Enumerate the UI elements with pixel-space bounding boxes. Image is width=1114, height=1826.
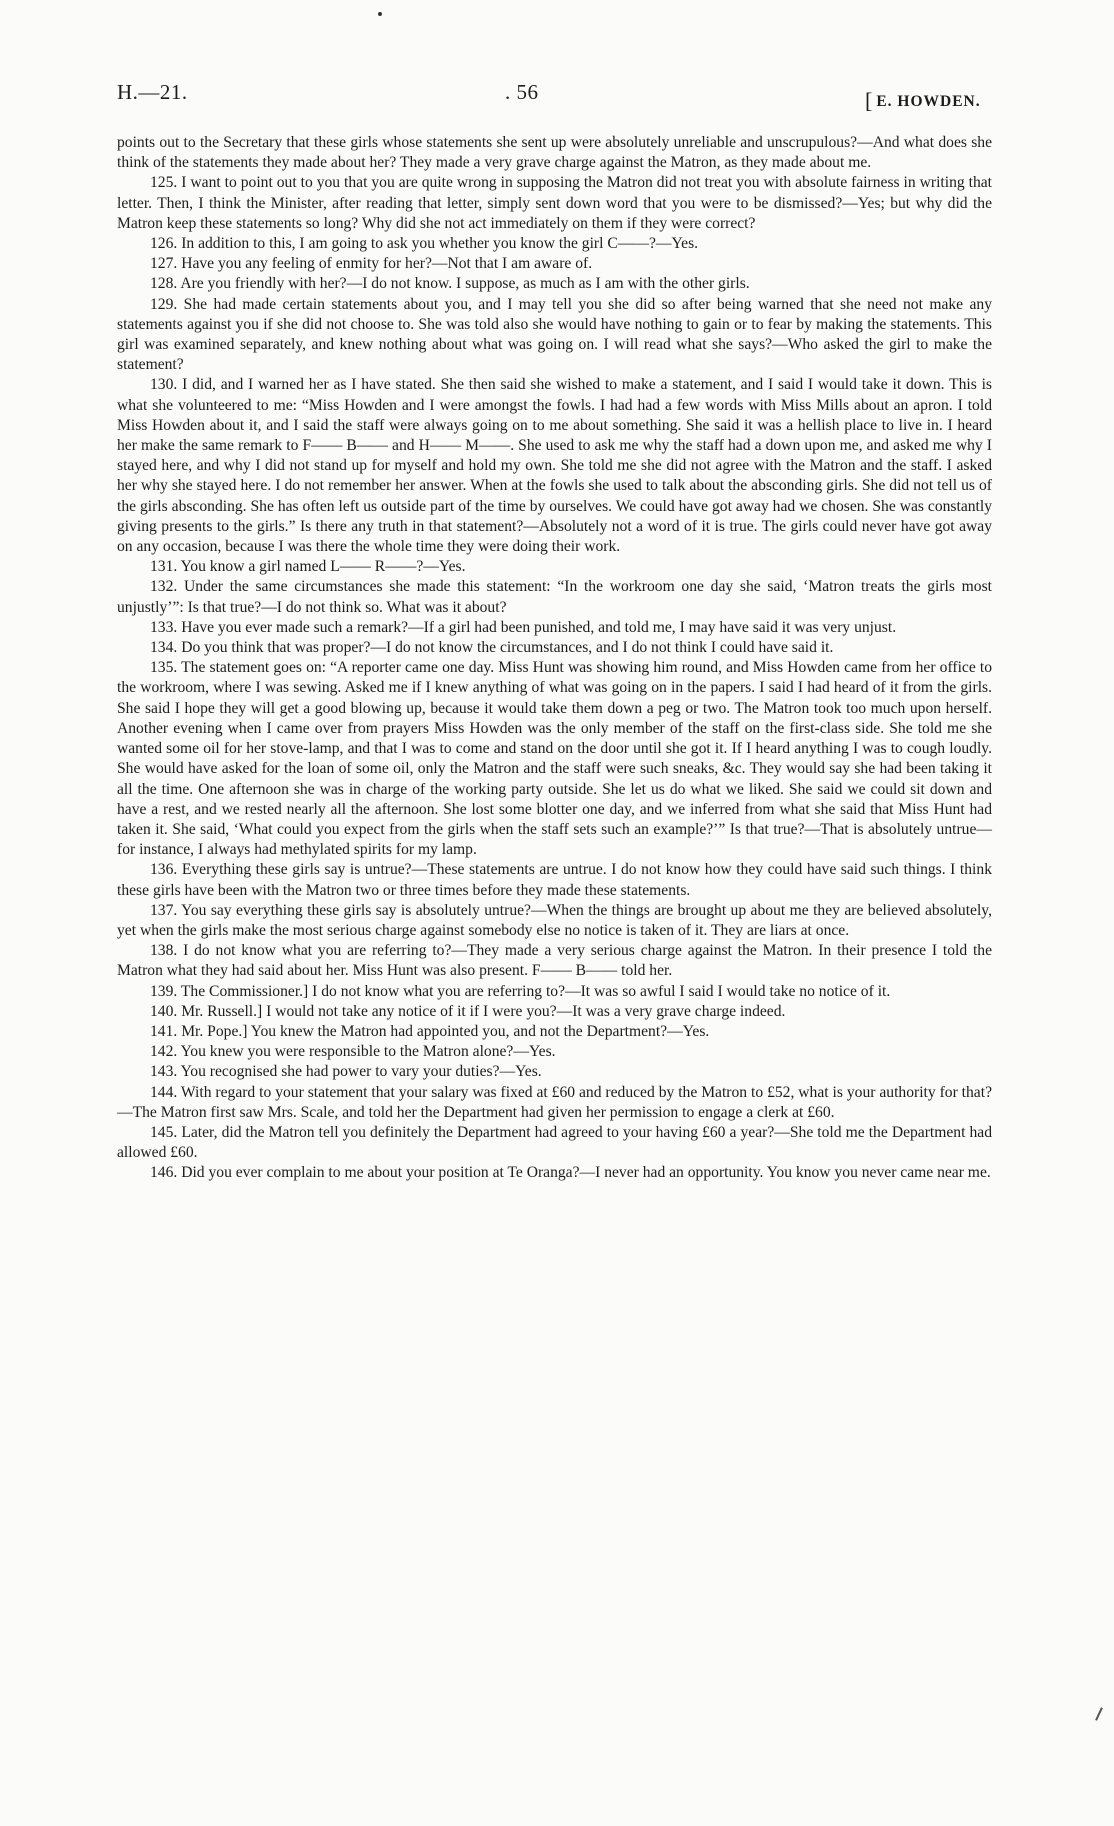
paragraph-133: 133. Have you ever made such a remark?—If a girl had been punished, and told me, I may have said it was very unjust. (150, 618, 897, 636)
paragraph-continuation: points out to the Secretary that these girls whose statements she sent up were absolutely unreliable and unscrupulous?—And what does she think of the statements they made about her? They made a very grave charge against the Matron, as they made about me. (117, 134, 992, 172)
bracket-glyph: [ (865, 88, 874, 113)
paragraph-135: 135. The statement goes on: “A reporter came one day. Miss Hunt was showing him round, and Miss Howden came from her office to the workroom, where I was sewing. Asked me if I knew anything of what was going on in the papers. I said I had heard of it from the girls. She said I hope they will get a good blowing up, because it would take them down a peg or two. The Matron took too much upon herself. Another evening when I came over from prayers Miss Howden was the only member of the staff on the first-class side. She told me she wanted some oil for her stove-lamp, and that I was to come and stand on the door until she got it. If I heard anything I was to cough loudly. She would have asked for the loan of some oil, only the Matron and the staff were such sneaks, &c. They would say she had been taking it all the time. One afternoon she was in charge of the working party outside. She let us do what we liked. She said we could sit down and have a rest, and we rested nearly all the afternoon. She lost some blotter one day, and we inferred from what she said that Miss Hunt had taken it. She said, ‘What could you expect from the girls when the staff sets such an example?’” Is that true?—That is absolutely untrue—for instance, I always had methylated spirits for my lamp. (117, 659, 992, 859)
paragraph-142: 142. You knew you were responsible to the Matron alone?—Yes. (150, 1043, 556, 1061)
paragraph-128: 128. Are you friendly with her?—I do not know. I suppose, as much as I am with the other girls. (150, 275, 750, 293)
margin-mark (1095, 1707, 1103, 1721)
paragraph-126: 126. In addition to this, I am going to ask you whether you know the girl C——?—Yes. (150, 235, 699, 253)
paragraph-129: 129. She had made certain statements about you, and I may tell you she did so after being warned that she need not make any statements against you if she did not choose to. She was told also she would have nothing to gain or to fear by making the statements. This girl was examined separately, and knew nothing about what was going on. I will read what she says?—Who asked the girl to make the statement? (117, 295, 992, 374)
paragraph-125: 125. I want to point out to you that you are quite wrong in supposing the Matron did not treat you with absolute fairness in writing that letter. Then, I think the Minister, after reading that letter, simply sent down word that you were to be dismissed?—Yes; but why did the Matron keep these statements so long? Why did she not act immediately on them if they were correct? (117, 174, 992, 232)
paragraph-145: 145. Later, did the Matron tell you definitely the Department had agreed to your having £60 a year?—She told me the Department had allowed £60. (117, 1123, 992, 1162)
paragraph-146: 146. Did you ever complain to me about your position at Te Oranga?—I never had an opportunity. You know you never came near me. (150, 1164, 991, 1182)
transcript-body (117, 133, 992, 1184)
paragraph-127: 127. Have you any feeling of enmity for her?—Not that I am aware of. (150, 255, 593, 273)
paragraph-137: 137. You say everything these girls say is absolutely untrue?—When the things are brought up about me they are believed absolutely, yet when the girls make the most serious charge against somebody else no notice is taken of it. They are liars at once. (117, 901, 992, 939)
witness-name (865, 86, 981, 112)
paragraph-139: 139. The Commissioner.] I do not know what you are referring to?—It was so awful I said I would take no notice of it. (150, 982, 891, 1000)
paragraph-134: 134. Do you think that was proper?—I do not know the circumstances, and I do not think I could have said it. (150, 639, 834, 657)
paragraph-144: 144. With regard to your statement that your salary was fixed at £60 and reduced by the Matron to £52, what is your authority for that?—The Matron first saw Mrs. Scale, and told her the Department had given her permission to engage a clerk at £60. (117, 1083, 992, 1121)
paragraph-131: 131. You know a girl named L—— R——?—Yes. (150, 558, 466, 576)
paragraph-132: 132. Under the same circumstances she made this statement: “In the workroom one day she said, ‘Matron treats the girls most unjustly’”: Is that true?—I do not think so. What was it about? (117, 578, 992, 616)
paragraph-143: 143. You recognised she had power to vary your duties?—Yes. (150, 1063, 542, 1081)
paragraph-136: 136. Everything these girls say is untrue?—These statements are untrue. I do not know how they could have said such things. I think these girls have been with the Matron two or three times before they made these statements. (117, 861, 992, 899)
paragraph-138: 138. I do not know what you are referring to?—They made a very serious charge against the Matron. In their presence I told the Matron what they had said about her. Miss Hunt was also present. F—— B—— told her. (117, 942, 992, 980)
paragraph-141: 141. Mr. Pope.] You knew the Matron had appointed you, and not the Department?—Yes. (150, 1022, 710, 1040)
witness-name-text: E. HOWDEN. (876, 93, 981, 110)
paper-reference: H.—21. (117, 80, 188, 104)
page-number: . 56 (505, 80, 539, 104)
ink-dot (378, 12, 382, 16)
paragraph-140: 140. Mr. Russell.] I would not take any notice of it if I were you?—It was a very grave charge indeed. (150, 1002, 786, 1020)
paragraph-130: 130. I did, and I warned her as I have stated. She then said she wished to make a statement, and I said I would take it down. This is what she volunteered to me: “Miss Howden and I were amongst the fowls. I had had a few words with Miss Mills about an apron. I told Miss Howden about it, and I said the staff were always going on to me about something. She said it was a hellish place to live in. I heard her make the same remark to F—— B—— and H—— M——. She used to ask me why the staff had a down upon me, and asked me why I stayed here, and why I did not stand up for myself and hold my own. She told me she did not agree with the Matron and the staff. I asked her why she stayed here. I do not remember her answer. When at the fowls she used to talk about the absconding girls. She did not tell us of the girls absconding. She has often left us outside part of the time by ourselves. We could have got away had we chosen. She was constantly giving presents to the girls.” Is there any truth in that statement?—Absolutely not a word of it is true. The girls could never have got away on any occasion, because I was there the whole time they were doing their work. (117, 376, 992, 556)
